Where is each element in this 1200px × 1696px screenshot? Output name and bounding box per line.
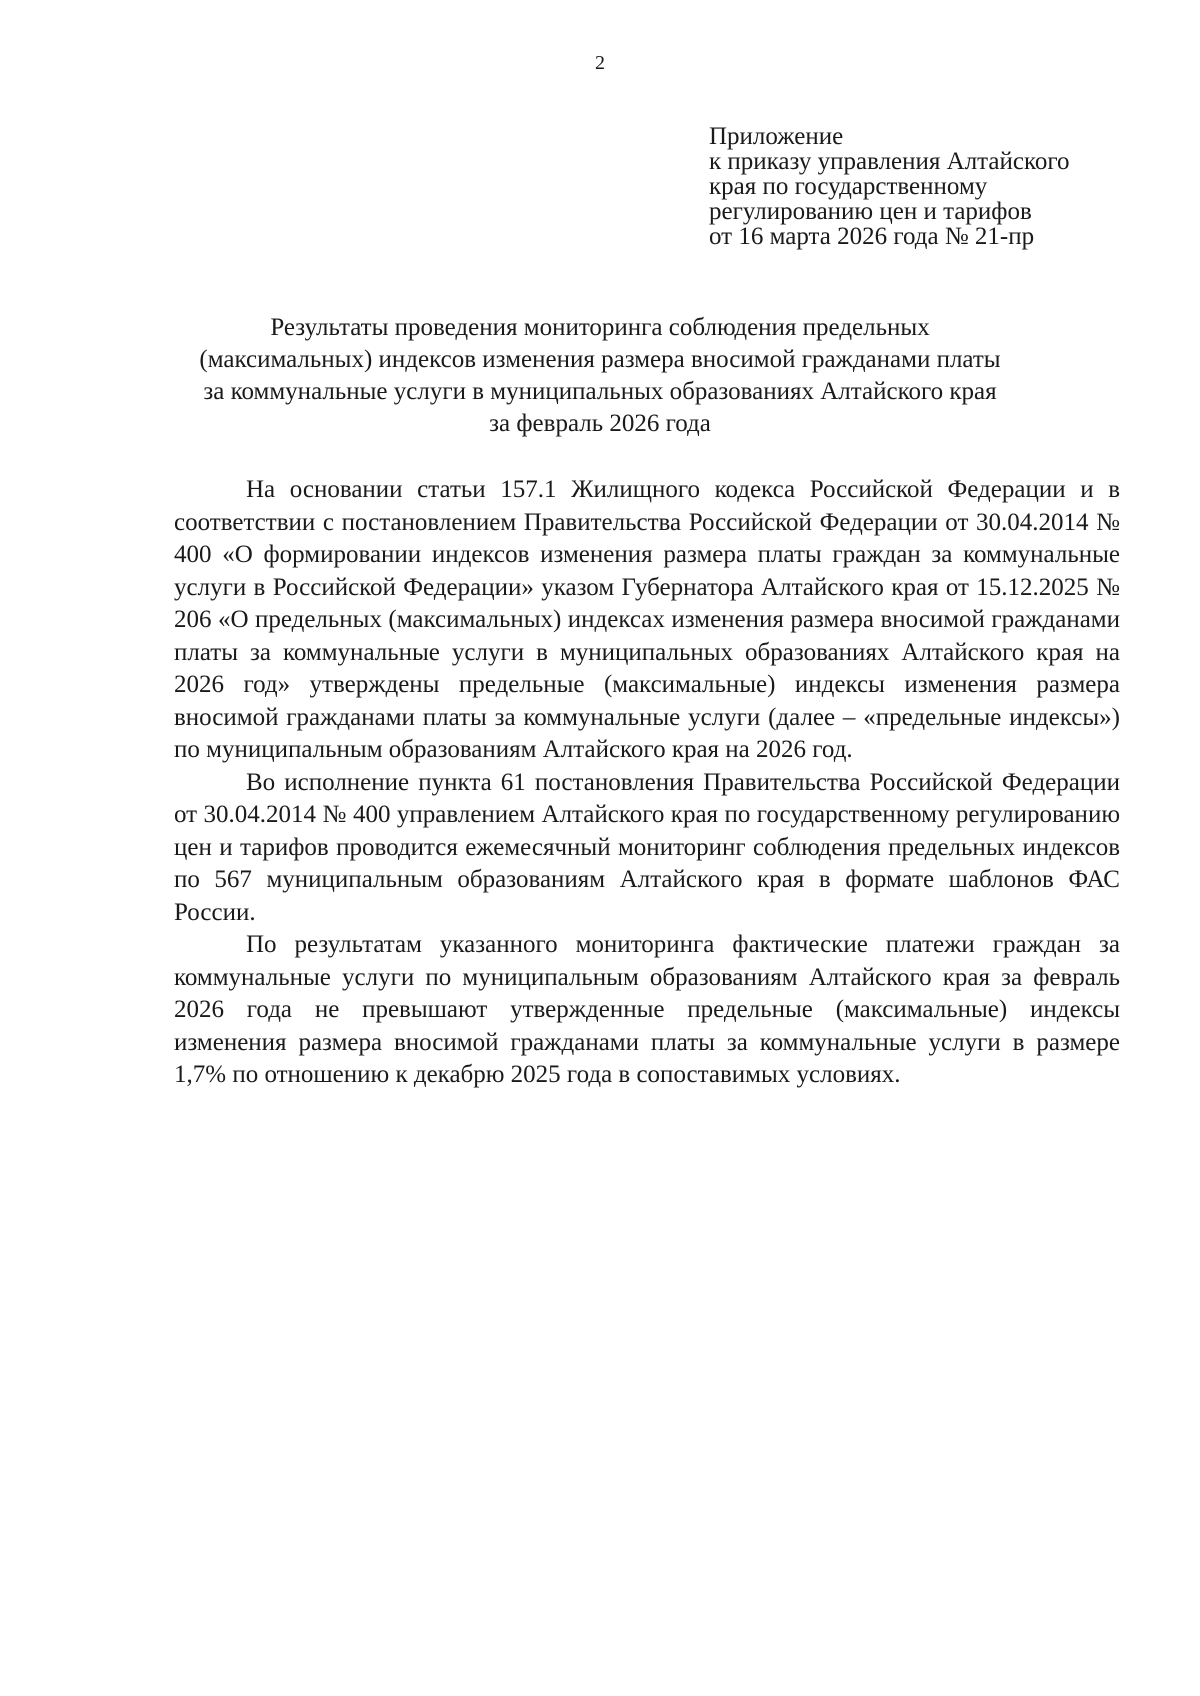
document-body	[174, 474, 1120, 1092]
title-line: (максимальных) индексов изменения размера вносимой гражданами платы	[199, 346, 1001, 373]
body-paragraph: На основании статьи 157.1 Жилищного кодекса Российской Федерации и в соответствии с постановлением Правительства Российской Федерации от 30.04.2014 № 400 «О формировании индексов изменения размера платы граждан за коммунальные услуги в Российской Федерации» указом Губернатора Алтайского края от 15.12.2025 № 206 «О предельных (максимальных) индексах изменения размера вносимой гражданами платы за коммунальные услуги в муниципальных образованиях Алтайского края на 2026 год» утверждены предельные (максимальные) индексы изменения размера вносимой гражданами платы за коммунальные услуги (далее – «предельные индексы») по муниципальным образованиям Алтайского края на 2026 год.	[174, 476, 1120, 763]
body-paragraph: Во исполнение пункта 61 постановления Правительства Российской Федерации от 30.04.2014 № 400 управлением Алтайского края по государственному регулированию цен и тарифов проводится ежемесячный мониторинг соблюдения предельных индексов по 567 муниципальным образованиям Алтайского края в формате шаблонов ФАС России.	[174, 768, 1120, 926]
body-paragraph: По результатам указанного мониторинга фактические платежи граждан за коммунальные услуги по муниципальным образованиям Алтайского края за февраль 2026 года не превышают утвержденные предельные (максимальные) индексы изменения размера вносимой гражданами платы за коммунальные услуги в размере 1,7% по отношению к декабрю 2025 года в сопоставимых условиях.	[174, 931, 1120, 1088]
page-number: 2	[595, 52, 605, 74]
title-line: за февраль 2026 года	[489, 410, 711, 437]
appendix-reference	[709, 124, 1149, 249]
appendix-line: регулированию цен и тарифов	[709, 198, 1032, 225]
appendix-line: к приказу управления Алтайского	[709, 148, 1070, 175]
document-title	[150, 312, 1050, 440]
title-line: Результаты проведения мониторинга соблюдения предельных	[270, 314, 930, 341]
appendix-line: Приложение	[709, 123, 844, 150]
appendix-line: от 16 марта 2026 года № 21-пр	[709, 223, 1035, 250]
appendix-line: края по государственному	[709, 173, 988, 200]
title-line: за коммунальные услуги в муниципальных образованиях Алтайского края	[203, 378, 997, 405]
